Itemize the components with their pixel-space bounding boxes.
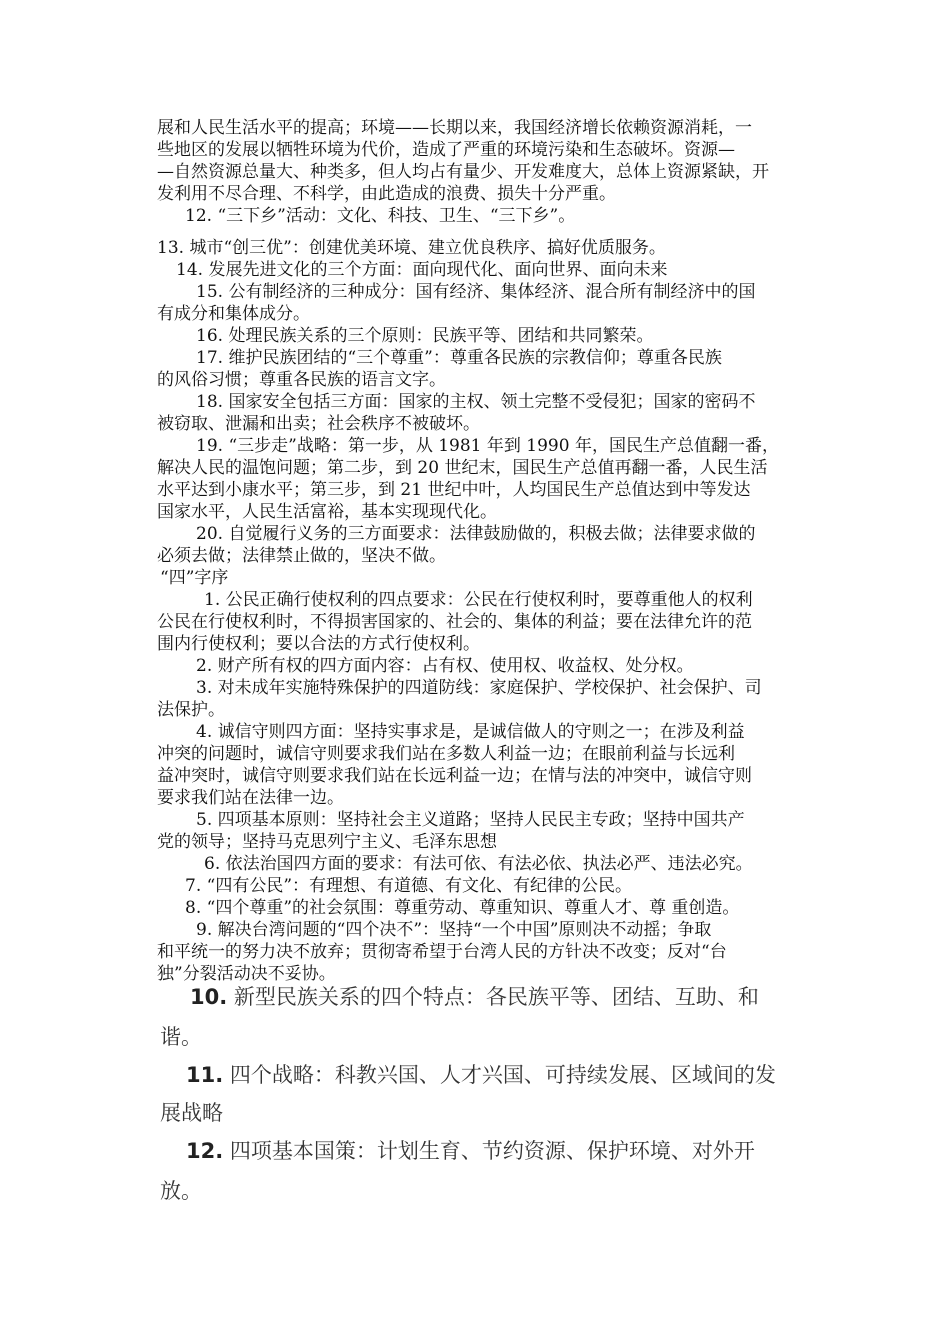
- text-line: 和平统一的努力决不放弃；贯彻寄希望于台湾人民的方针决不改变；反对“台: [157, 942, 727, 962]
- text-line: 法保护。: [157, 700, 225, 720]
- list-item: 1. 公民正确行使权利的四点要求：公民在行使权利时，要尊重他人的权利: [204, 590, 753, 610]
- text-line: 被窃取、泄漏和出卖；社会秩序不被破坏。: [157, 414, 480, 434]
- large-list-item-cont: 谐。: [160, 1025, 202, 1049]
- text-line: 水平达到小康水平；第三步，到 21 世纪中叶，人均国民生产总值达到中等发达: [157, 480, 751, 500]
- large-list-item: [186, 1060, 776, 1090]
- list-item: 15. 公有制经济的三种成分：国有经济、集体经济、混合所有制经济中的国: [196, 282, 756, 302]
- list-item: 6. 依法治国四方面的要求：有法可依、有法必依、执法必严、违法必究。: [204, 854, 753, 874]
- text-line: 的风俗习惯；尊重各民族的语言文字。: [157, 370, 446, 390]
- list-item: 2. 财产所有权的四方面内容：占有权、使用权、收益权、处分权。: [196, 656, 694, 676]
- list-item: 17. 维护民族团结的“三个尊重”：尊重各民族的宗教信仰；尊重各民族: [196, 348, 722, 368]
- list-item: 8. “四个尊重”的社会氛围：尊重劳动、尊重知识、尊重人才、尊 重创造。: [185, 898, 740, 918]
- text-line: 解决人民的温饱问题；第二步，到 20 世纪末，国民生产总值再翻一番，人民生活: [157, 458, 768, 478]
- list-item: 3. 对未成年实施特殊保护的四道防线：家庭保护、学校保护、社会保护、司: [196, 678, 762, 698]
- large-list-item-cont: 放。: [160, 1179, 202, 1203]
- text-line: 党的领导；坚持马克思列宁主义、毛泽东思想: [157, 832, 497, 852]
- text-line: —自然资源总量大、种类多，但人均占有量少、开发难度大，总体上资源紧缺，开: [157, 162, 769, 182]
- list-item: 9. 解决台湾问题的“四个决不”：坚持“一个中国”原则决不动摇；争取: [196, 920, 712, 940]
- text-line: 公民在行使权利时，不得损害国家的、社会的、集体的利益；要在法律允许的范: [157, 612, 752, 632]
- text-line: 些地区的发展以牺牲环境为代价，造成了严重的环境污染和生态破坏。资源—: [157, 140, 735, 160]
- item-number: 11.: [186, 1063, 224, 1087]
- list-item: 5. 四项基本原则：坚持社会主义道路；坚持人民民主专政；坚持中国共产: [196, 810, 745, 830]
- item-text: 新型民族关系的四个特点：各民族平等、团结、互助、和: [233, 985, 759, 1009]
- text-line: 益冲突时，诚信守则要求我们站在长远利益一边；在情与法的冲突中，诚信守则: [157, 766, 752, 786]
- section-heading: “四”字序: [160, 568, 229, 588]
- list-item: 12. “三下乡”活动：文化、科技、卫生、“三下乡”。: [185, 206, 576, 226]
- item-number: 12.: [186, 1139, 224, 1163]
- list-item: 20. 自觉履行义务的三方面要求：法律鼓励做的，积极去做；法律要求做的: [196, 524, 756, 544]
- item-text: 四项基本国策：计划生育、节约资源、保护环境、对外开: [229, 1139, 755, 1163]
- list-item: 18. 国家安全包括三方面：国家的主权、领土完整不受侵犯；国家的密码不: [196, 392, 756, 412]
- list-item: 16. 处理民族关系的三个原则：民族平等、团结和共同繁荣。: [196, 326, 654, 346]
- item-text: 四个战略：科教兴国、人才兴国、可持续发展、区域间的发: [229, 1063, 776, 1087]
- list-item: 13. 城市“创三优”：创建优美环境、建立优良秩序、搞好优质服务。: [157, 238, 666, 258]
- text-line: 冲突的问题时，诚信守则要求我们站在多数人利益一边；在眼前利益与长远利: [157, 744, 735, 764]
- list-item: 14. 发展先进文化的三个方面：面向现代化、面向世界、面向未来: [176, 260, 668, 280]
- large-list-item-cont: 展战略: [160, 1101, 223, 1125]
- text-line: 有成分和集体成分。: [157, 304, 310, 324]
- large-list-item: [190, 982, 759, 1012]
- text-line: 要求我们站在法律一边。: [157, 788, 344, 808]
- text-line: 国家水平，人民生活富裕，基本实现现代化。: [157, 502, 497, 522]
- text-line: 围内行使权利；要以合法的方式行使权利。: [157, 634, 480, 654]
- list-item: 19. “三步走”战略：第一步，从 1981 年到 1990 年，国民生产总值翻一番，: [196, 436, 779, 456]
- text-line: 必须去做；法律禁止做的，坚决不做。: [157, 546, 446, 566]
- text-line: 发利用不尽合理、不科学，由此造成的浪费、损失十分严重。: [157, 184, 616, 204]
- text-line: 展和人民生活水平的提高；环境——长期以来，我国经济增长依赖资源消耗，一: [157, 118, 752, 138]
- list-item: 7. “四有公民”：有理想、有道德、有文化、有纪律的公民。: [185, 876, 633, 896]
- large-list-item: [186, 1136, 755, 1166]
- item-number: 10.: [190, 985, 228, 1009]
- text-line: 独”分裂活动决不妥协。: [157, 964, 336, 984]
- list-item: 4. 诚信守则四方面：坚持实事求是，是诚信做人的守则之一；在涉及利益: [196, 722, 745, 742]
